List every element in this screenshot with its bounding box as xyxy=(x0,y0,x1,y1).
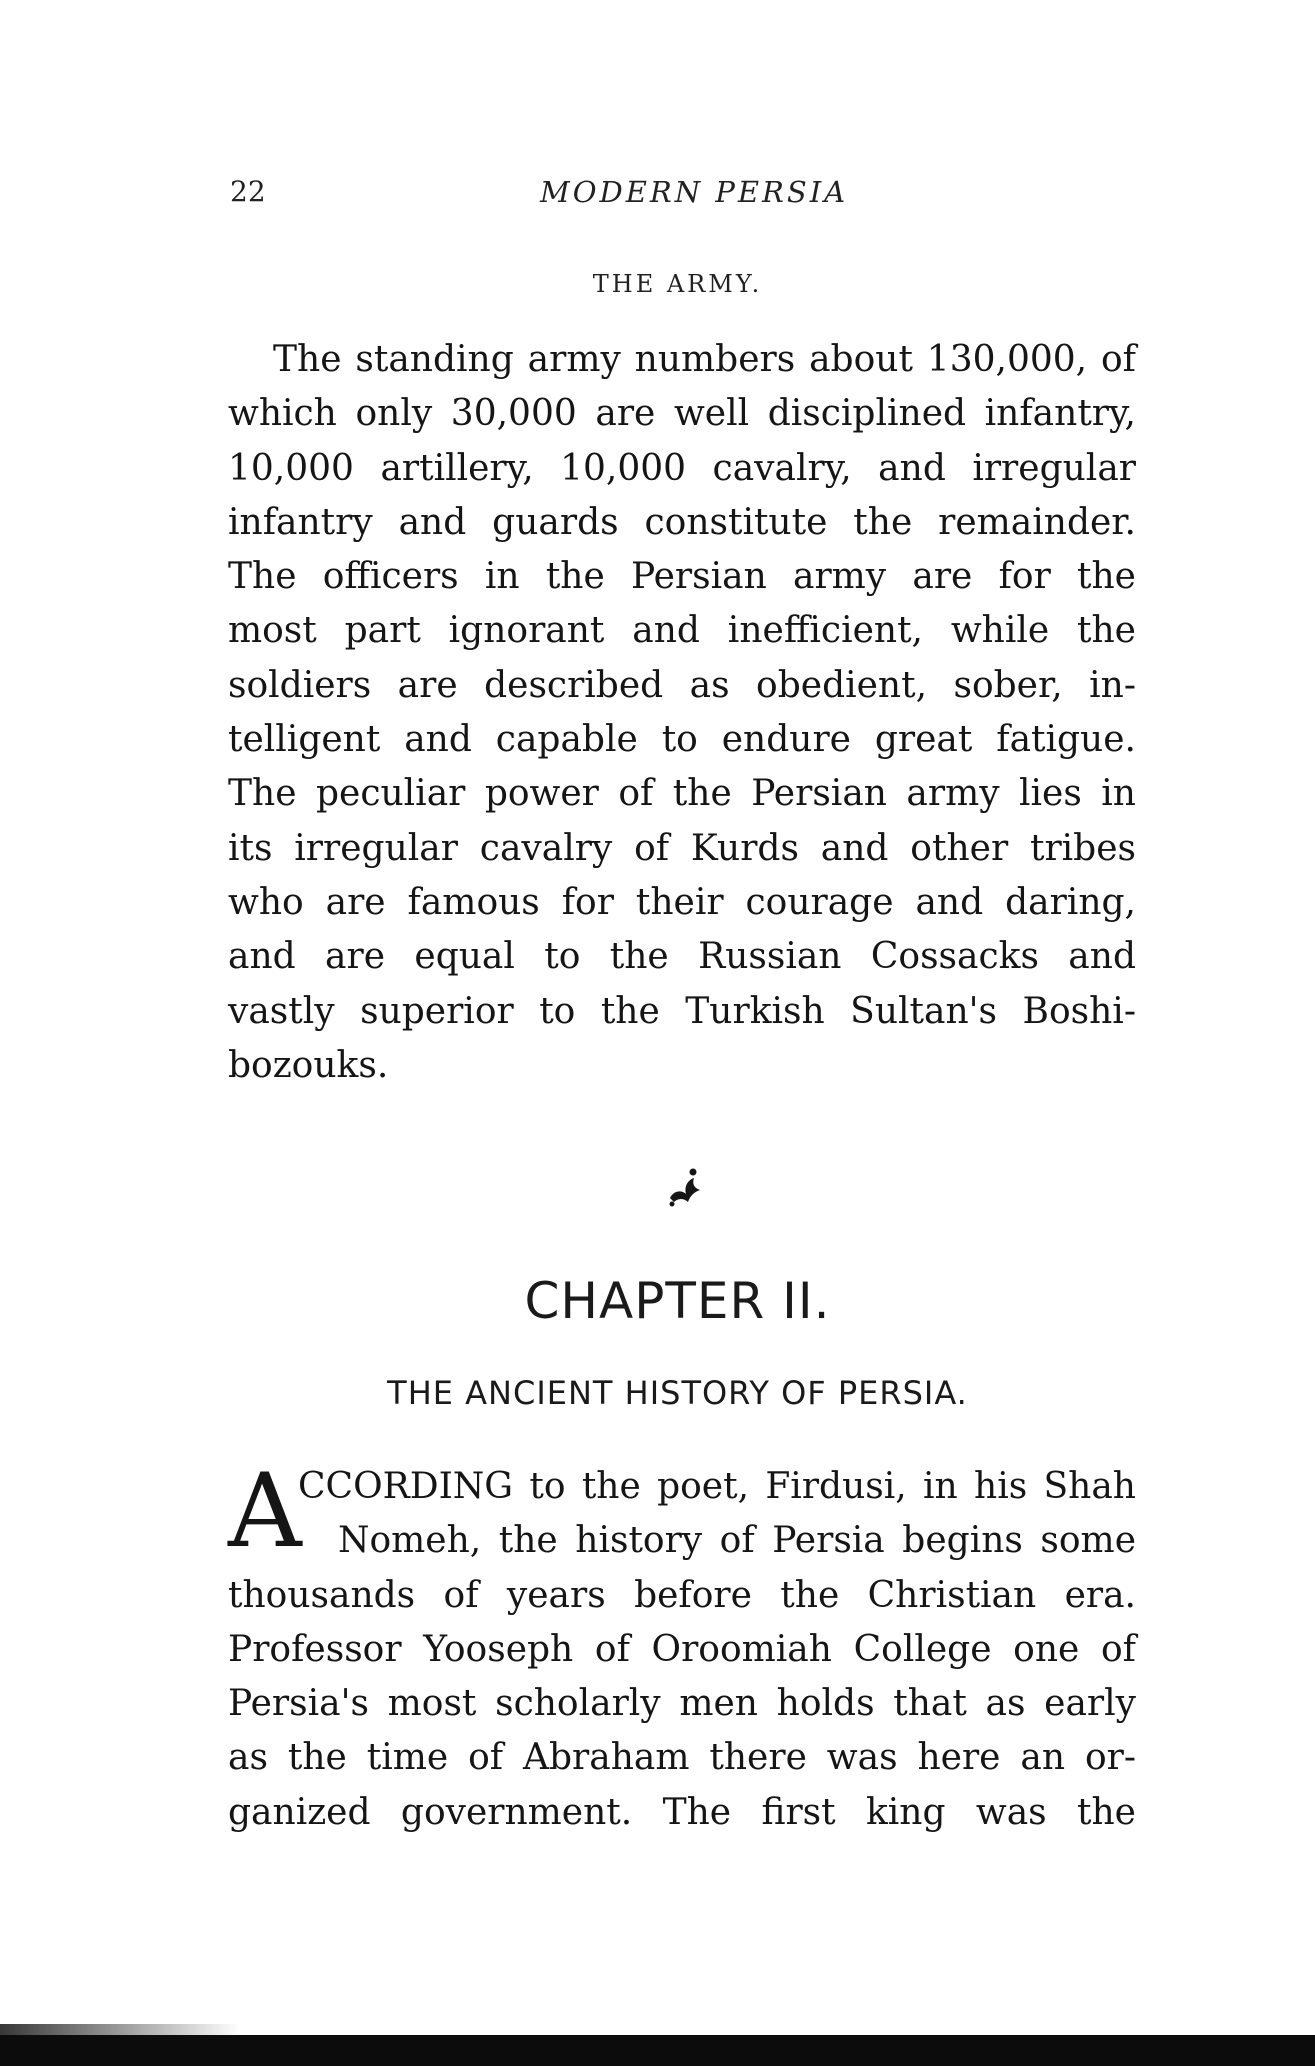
paragraph-line: vastly superior to the Turkish Sultan's Boshi- xyxy=(228,990,1136,1032)
paragraph-line: infantry and guards constitute the remainder. xyxy=(228,501,1136,543)
paragraph-line: telligent and capable to endure great fatigue. xyxy=(228,719,1136,761)
paragraph-line: as the time of Abraham there was here an or- xyxy=(228,1737,1136,1779)
paragraph-line: Persia's most scholarly men holds that as early xyxy=(228,1683,1136,1725)
paragraph-line: ganized government. The first king was the xyxy=(228,1791,1136,1833)
running-head xyxy=(230,175,1130,215)
paragraph-line: Professor Yooseph of Oroomiah College one of xyxy=(228,1628,1136,1670)
army-paragraph xyxy=(228,333,1136,1093)
paragraph-line: soldiers are described as obedient, sober, in- xyxy=(228,664,1136,706)
paragraph-line: The peculiar power of the Persian army lies in xyxy=(228,773,1136,815)
paragraph-line: and are equal to the Russian Cossacks and xyxy=(228,936,1136,978)
paragraph-line: most part ignorant and inefficient, while the xyxy=(228,610,1136,652)
paragraph-line: who are famous for their courage and daring, xyxy=(228,881,1136,923)
page-number: 22 xyxy=(230,175,266,208)
paragraph-line: Nomeh, the history of Persia begins some xyxy=(338,1520,1136,1562)
scan-bottom-edge xyxy=(0,2035,1315,2066)
drop-cap: A xyxy=(228,1452,302,1571)
paragraph-line: 10,000 artillery, 10,000 cavalry, and irregular xyxy=(228,447,1136,489)
fleuron-icon xyxy=(660,1160,710,1210)
chapter-subtitle: THE ANCIENT HISTORY OF PERSIA. xyxy=(387,1374,968,1412)
running-title: MODERN PERSIA xyxy=(540,175,849,209)
paragraph-line: bozouks. xyxy=(228,1044,389,1086)
paragraph-line: CCORDING to the poet, Firdusi, in his Shah xyxy=(298,1466,1136,1507)
history-paragraph xyxy=(228,1452,1136,1840)
paragraph-line: The officers in the Persian army are for the xyxy=(228,556,1136,598)
paragraph-line: which only 30,000 are well disciplined infantry, xyxy=(228,393,1136,435)
section-heading-army: THE ARMY. xyxy=(592,270,763,298)
paragraph-line: The standing army numbers about 130,000, of xyxy=(273,339,1136,380)
paragraph-line: thousands of years before the Christian era. xyxy=(228,1574,1136,1616)
chapter-title: CHAPTER II. xyxy=(524,1272,831,1330)
paragraph-line: its irregular cavalry of Kurds and other tribes xyxy=(228,827,1136,869)
